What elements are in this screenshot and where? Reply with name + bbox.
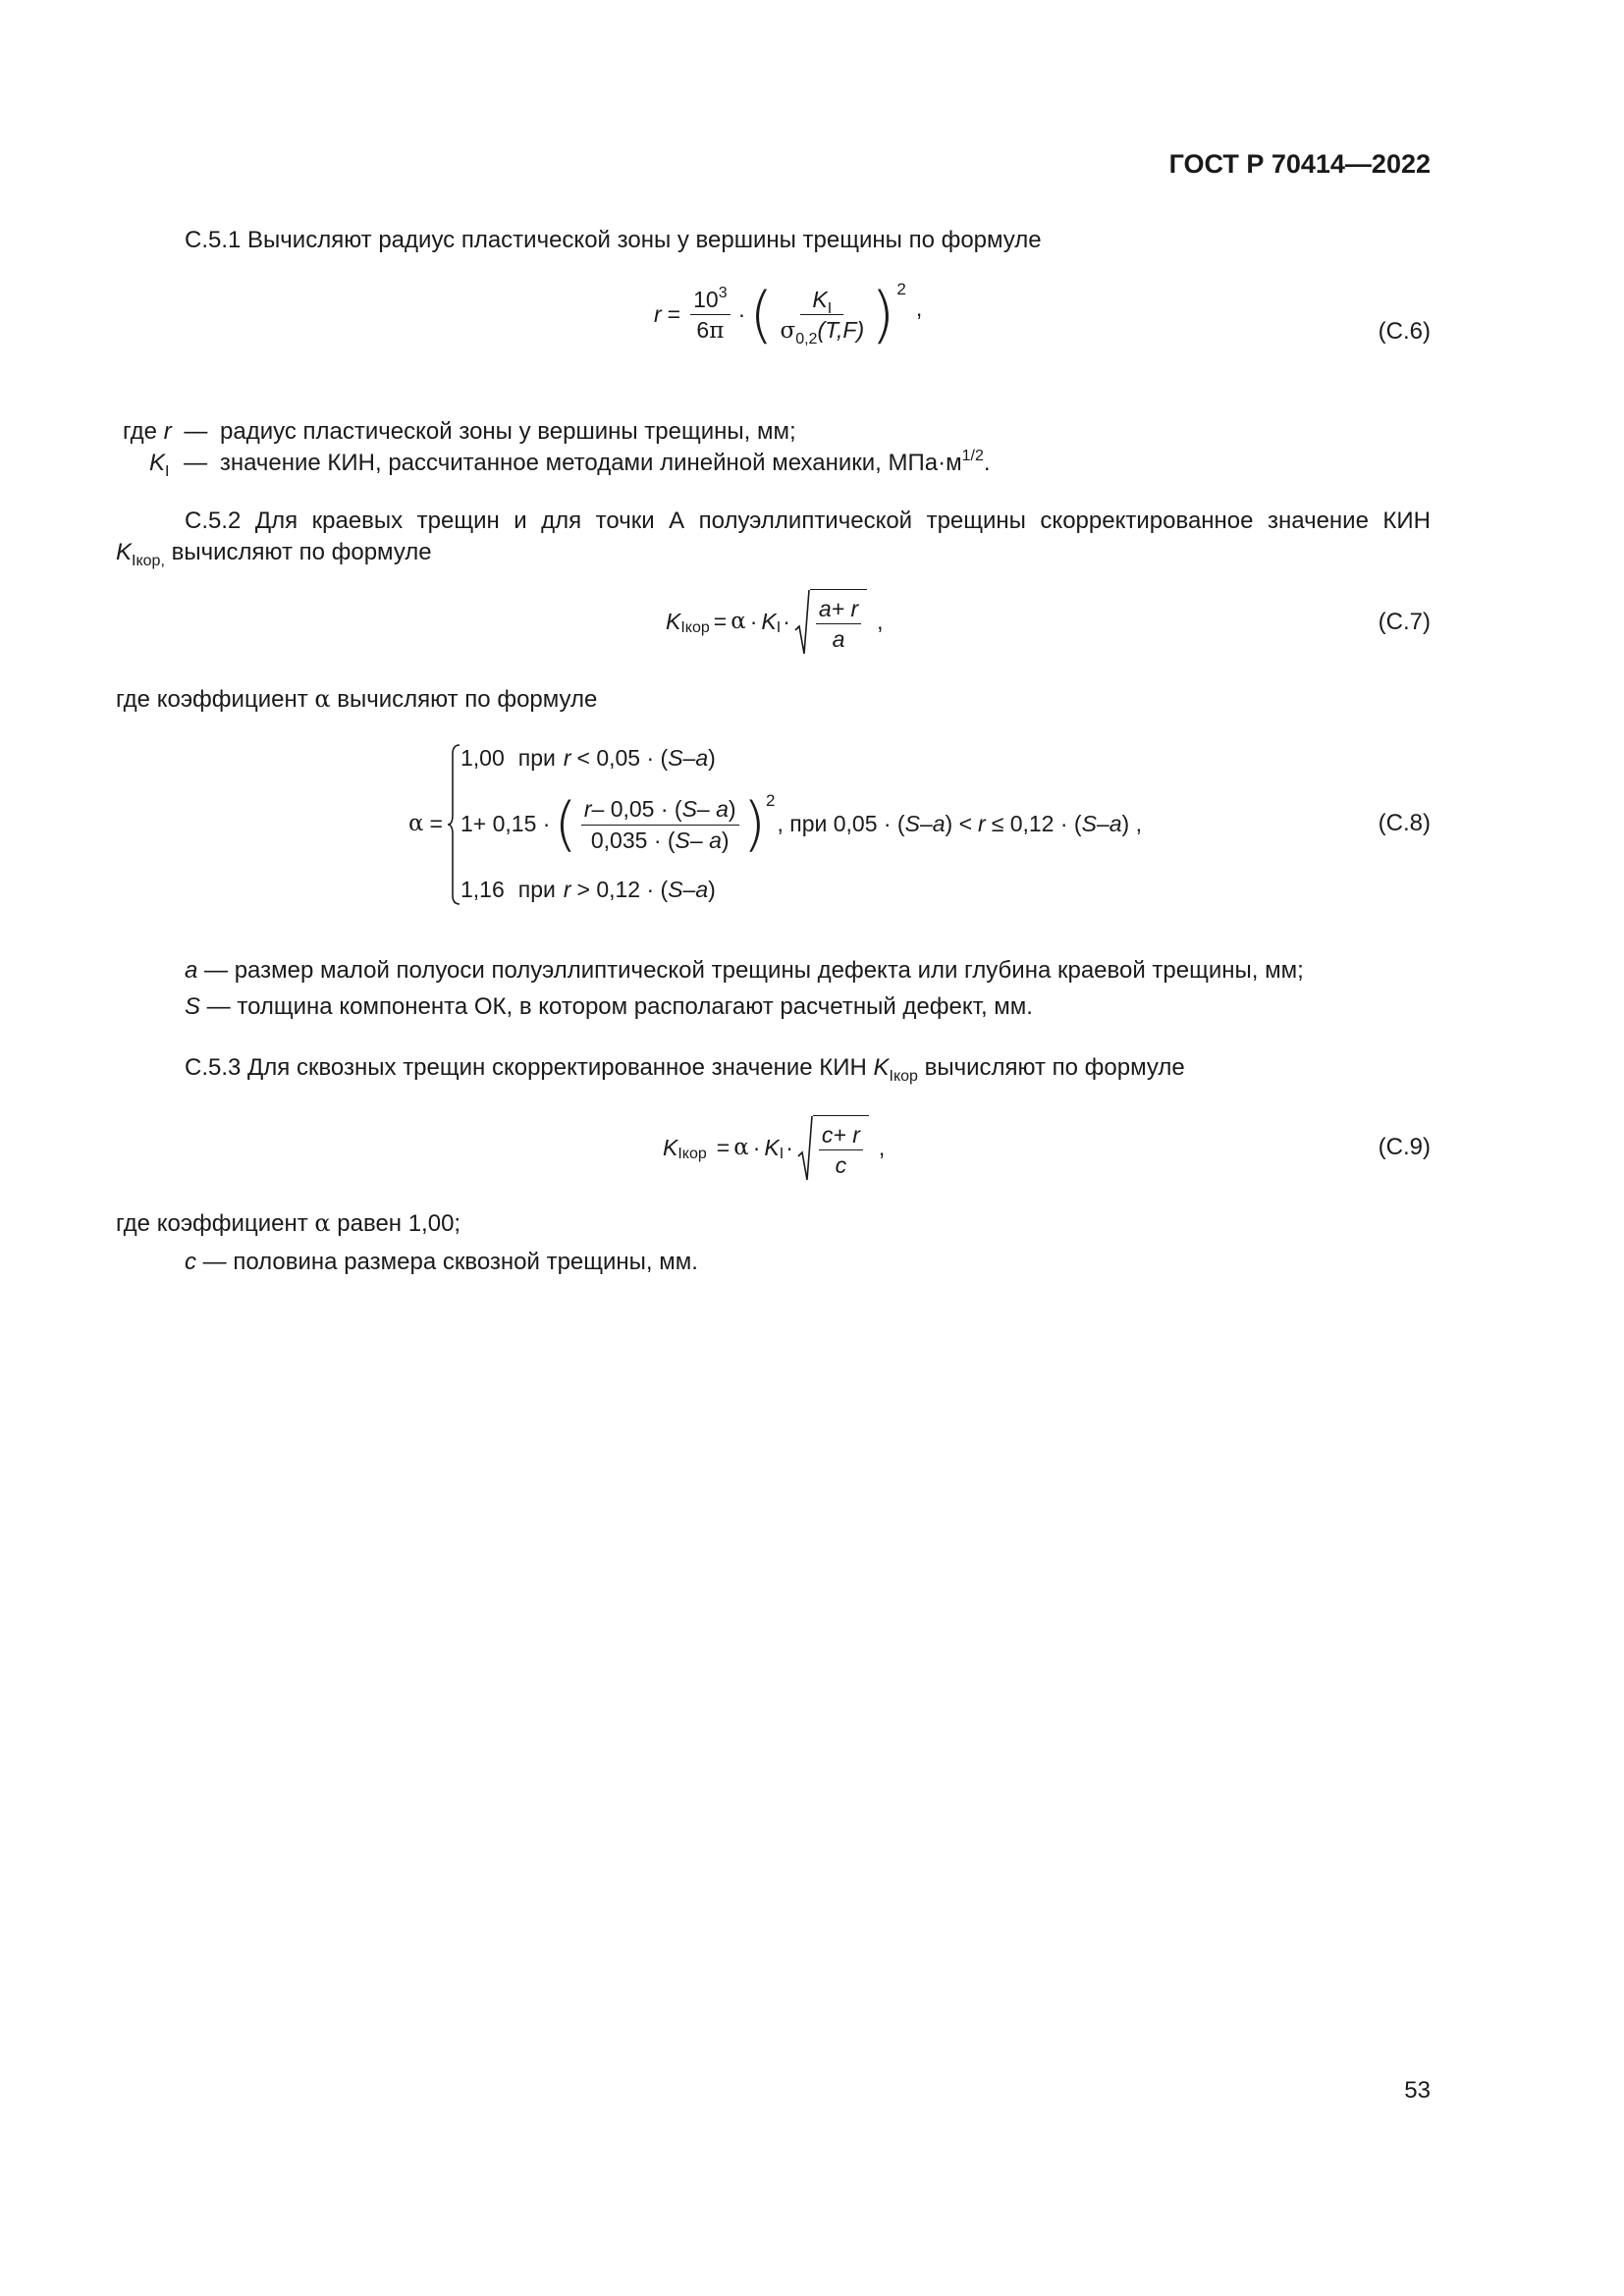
definition-a: a — размер малой полуоси полуэллиптической трещины дефекта или глубина краевой трещины, мм; — [185, 957, 1304, 984]
paragraph-c51: С.5.1 Вычисляют радиус пластической зоны у вершины трещины по формуле — [185, 227, 1042, 253]
where-r-line: где r — радиус пластической зоны у вершины трещины, мм; — [123, 418, 796, 445]
definition-c: c — половина размера сквозной трещины, мм. — [185, 1249, 698, 1275]
alpha-value-line: где коэффициент α равен 1,00; — [116, 1209, 461, 1237]
page-number: 53 — [1404, 2077, 1431, 2104]
formula-c6-fraction-coef: $\frac{10^3}{6\pi}$ — [690, 287, 731, 345]
formula-c8-cases — [447, 744, 1142, 905]
paragraph-c53: С.5.3 Для сквозных трещин скорректированное значение КИН $K_{Iкор}$ вычисляют по формуле — [185, 1054, 1185, 1085]
formula-c6-lhs: r — [654, 301, 662, 328]
document-code: ГОСТ Р 70414—2022 — [1168, 149, 1431, 179]
formula-c9: K Iкор = α · K I · $\frac{c+ r}{c}$ , — [663, 1115, 885, 1182]
formula-c6-exponent: 2 — [896, 279, 906, 298]
formula-c6 — [654, 279, 923, 350]
formula-c6-equals: = — [667, 301, 681, 328]
equation-label-c7: (С.7) — [1378, 609, 1431, 635]
radical-sign-icon — [794, 589, 810, 656]
case-row-2: 1+ 0,15 · ( $\frac{r- 0,05 \cdot (S- a)}{0,035 \cdot (S- a)}$ ) 2 , при 0,05 · ( S – a ) < r ≤ 0,12 · ( S – a ) , — [460, 790, 1142, 859]
radical-sign-icon — [797, 1115, 813, 1182]
formula-c7: K Iкор = α · K I · $\frac{a+ r}{a}$ , — [666, 589, 884, 656]
equation-label-c8: (С.8) — [1378, 810, 1431, 836]
equation-label-c6: (С.6) — [1378, 318, 1431, 345]
formula-c6-dot: · — [737, 301, 746, 328]
formula-c6-paren-right: ) — [871, 279, 895, 350]
equation-label-c9: (С.9) — [1378, 1134, 1431, 1160]
formula-c9-sqrt: $\frac{c+ r}{c}$ — [797, 1115, 869, 1182]
paragraph-c52-line1: С.5.2 Для краевых трещин и для точки А полуэллиптической трещины скорректированное значение КИН — [185, 507, 1431, 534]
formula-c6-comma: , — [915, 295, 923, 322]
paragraph-c52-line2: $K_{Iкор,}$ вычисляют по формуле — [116, 539, 432, 569]
alpha-intro: где коэффициент α вычисляют по формуле — [116, 685, 598, 713]
where-k-line: $K_I$ — значение КИН, рассчитанное методами линейной механики, $МПа\cdot м^{1/2}$. — [149, 448, 991, 480]
case-row-1: 1,00 при r < 0,05 · ( S – a ) — [460, 745, 716, 771]
formula-c6-fraction-k: $\frac{K_I}{\sigma_{0,2}(T,F)}$ — [780, 286, 865, 347]
formula-c8: α = 1,00 при r < 0,05 · ( S – a ) 1+ 0,15 · ( $\frac{r- 0,05 \cdot (S- a)}{0,035 \cdot (S- a)}$ ) 2 , при 0,05 · ( S – a ) < r ≤ 0,12 · ( S – a ) , 1,16 при r > 0,12 · ( S – a ) — [408, 744, 1142, 905]
left-brace-icon — [447, 744, 460, 905]
formula-c7-sqrt: $\frac{a+ r}{a}$ — [794, 589, 867, 656]
case-row-3: 1,16 при r > 0,12 · ( S – a ) — [460, 877, 716, 903]
formula-c6-paren-left: ( — [749, 279, 774, 350]
definition-s: S — толщина компонента ОК, в котором располагают расчетный дефект, мм. — [185, 993, 1033, 1020]
